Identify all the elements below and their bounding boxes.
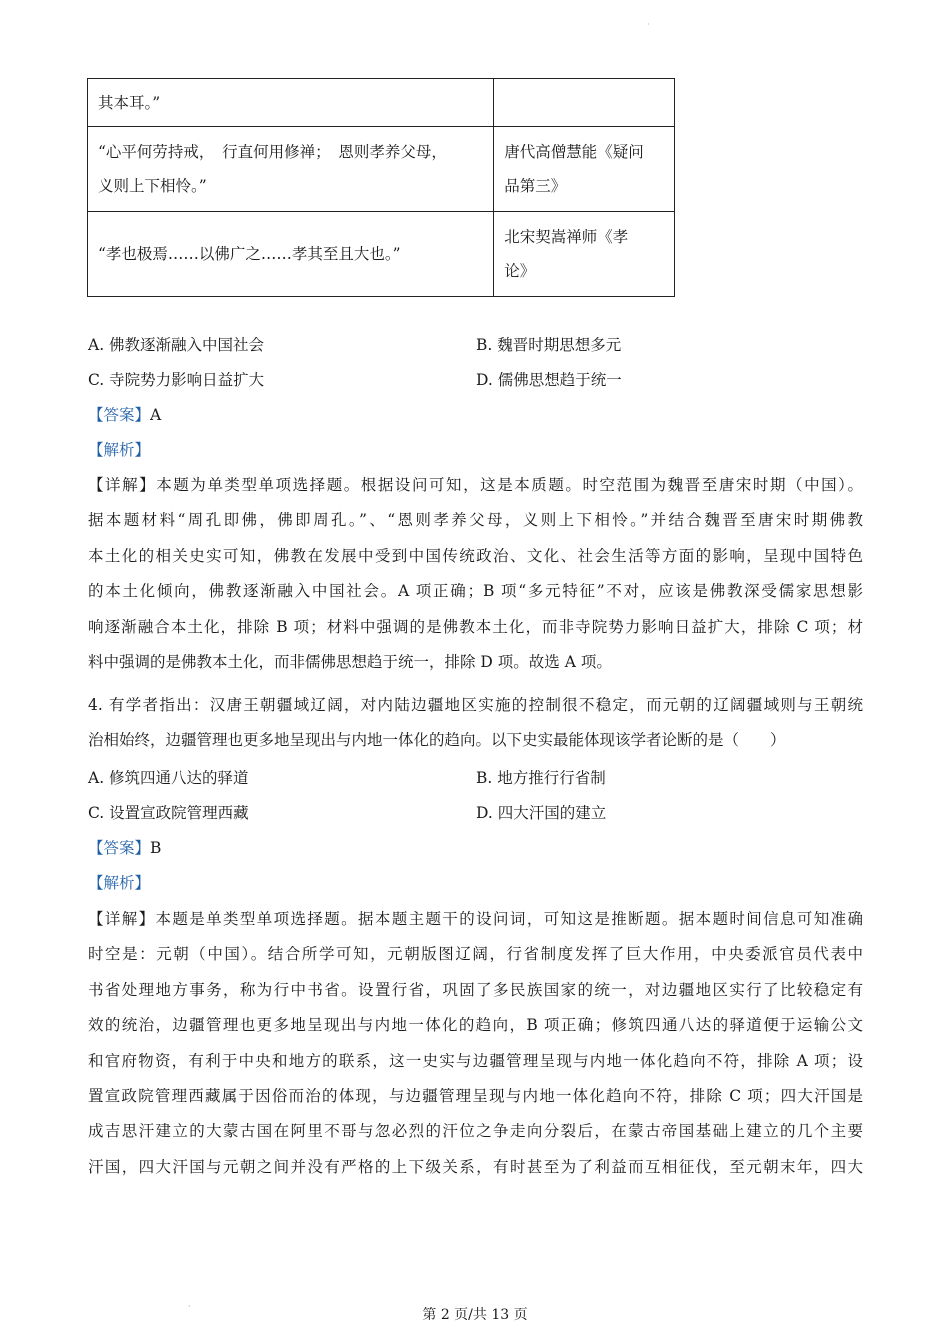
- q3-analysis-tag: 【解析】: [88, 441, 151, 459]
- detail-line: 时空是：元朝（中国）。结合所学可知，元朝版图辽阔，行省制度发挥了巨大作用，中央委派官员代表中: [88, 945, 863, 964]
- source-cell: [494, 79, 675, 127]
- detail-line: 料中强调的是佛教本土化，而非儒佛思想趋于统一，排除 D 项。故选 A 项。: [88, 653, 612, 672]
- detail-line: 响逐渐融合本土化，排除 B 项；材料中强调的是佛教本土化，而非寺院势力影响日益扩大，排除 C 项；材: [88, 617, 863, 636]
- quote-line: “孝也极焉……以佛广之……孝其至且大也。”: [98, 245, 401, 263]
- table-row: [88, 127, 675, 212]
- detail-text: 本题是单类型单项选择题。据本题主题干的设问词，可知这是推断题。据本题时间信息可知准确: [155, 910, 863, 928]
- page-footer: 第 2 页/共 13 页: [422, 1307, 528, 1323]
- detail-line: [88, 468, 863, 503]
- stem-line: 治相始终，边疆管理也更多地呈现出与内地一体化的趋向。以下史实最能体现该学者论断的是（ ）: [88, 731, 786, 750]
- detail-line: 的本土化倾向，佛教逐渐融入中国社会。A 项正确；B 项“多元特征”不对，应该是佛教深受儒家思想影: [88, 582, 863, 601]
- detail-line: 书省处理地方事务，称为行中书省。设置行省，巩固了多民族国家的统一，对边疆地区实行了比较稳定有: [88, 980, 863, 999]
- detail-line: 本土化的相关史实可知，佛教在发展中受到中国传统政治、文化、社会生活等方面的影响，呈现中国特色: [88, 546, 863, 565]
- quote-cell: [88, 212, 494, 297]
- quote-cell: [88, 127, 494, 212]
- q3-answer: [88, 403, 161, 427]
- answer-tag: 【答案】: [88, 839, 151, 857]
- quote-cell: [88, 79, 494, 127]
- source-cell: [494, 212, 675, 297]
- detail-line: 汗国，四大汗国与元朝之间并没有严格的上下级关系，有时甚至为了利益而互相征伐，至元朝末年，四大: [88, 1157, 863, 1176]
- answer-value: A: [150, 406, 162, 424]
- q4-option-d: D. 四大汗国的建立: [476, 804, 607, 822]
- q4-answer: [88, 836, 161, 860]
- q4-analysis-tag: 【解析】: [88, 874, 151, 892]
- detail-text: 本题为单类型单项选择题。根据设问可知，这是本质题。时空范围为魏晋至唐宋时期（中国）。: [156, 476, 863, 494]
- source-line: 唐代高僧慧能《疑问: [504, 143, 644, 161]
- detail-tag: 【详解】: [88, 910, 156, 928]
- table-row: [88, 79, 675, 127]
- q3-option-d: D. 儒佛思想趋于统一: [476, 371, 622, 389]
- detail-line: 置宣政院管理西藏属于因俗而治的体现，与边疆管理呈现与内地一体化趋向不符，排除 C 项；四大汗国是: [88, 1087, 863, 1106]
- answer-value: B: [150, 839, 162, 857]
- q4-option-c: C. 设置宣政院管理西藏: [88, 804, 249, 822]
- detail-line: 据本题材料“周孔即佛，佛即周孔。”、“恩则孝养父母，义则上下相怜。”并结合魏晋至唐宋时期佛教: [88, 511, 863, 530]
- scan-dot: ·: [647, 20, 650, 29]
- scan-dot: ·: [188, 1302, 191, 1311]
- stem-line: 4. 有学者指出：汉唐王朝疆域辽阔，对内陆边疆地区实施的控制很不稳定，而元朝的辽阔疆域则与王朝统: [88, 696, 863, 714]
- answer-tag: 【答案】: [88, 406, 151, 424]
- detail-tag: 【详解】: [88, 476, 157, 494]
- detail-line: [88, 902, 863, 937]
- q3-option-c: C. 寺院势力影响日益扩大: [88, 371, 265, 389]
- source-cell: [494, 127, 675, 212]
- q3-option-b: B. 魏晋时期思想多元: [476, 336, 622, 354]
- q4-stem: [88, 688, 863, 759]
- source-line: 论》: [504, 262, 536, 280]
- quote-line: 义则上下相怜。”: [98, 177, 207, 195]
- source-line: 品第三》: [504, 177, 567, 195]
- q3-option-a: A. 佛教逐渐融入中国社会: [88, 336, 265, 354]
- quote-line: 其本耳。”: [98, 93, 161, 112]
- q3-detail: [88, 468, 863, 680]
- q4-option-a: A. 修筑四通八达的驿道: [88, 769, 249, 787]
- q4-detail: [88, 902, 863, 1185]
- detail-line: 和官府物资，有利于中央和地方的联系，这一史实与边疆管理呈现与内地一体化趋向不符，排除 A 项；设: [88, 1051, 863, 1070]
- source-line: 北宋契嵩禅师《孝: [504, 228, 629, 246]
- source-table: [87, 78, 675, 297]
- detail-line: 成吉思汗建立的大蒙古国在阿里不哥与忽必烈的汗位之争走向分裂后，在蒙古帝国基础上建立的几个主要: [88, 1122, 863, 1141]
- q4-option-b: B. 地方推行行省制: [476, 769, 606, 787]
- detail-line: 效的统治，边疆管理也更多地呈现出与内地一体化的趋向，B 项正确；修筑四通八达的驿道便于运输公文: [88, 1016, 863, 1035]
- quote-line: “心平何劳持戒， 行直何用修禅； 恩则孝养父母，: [98, 143, 447, 161]
- table-row: [88, 212, 675, 297]
